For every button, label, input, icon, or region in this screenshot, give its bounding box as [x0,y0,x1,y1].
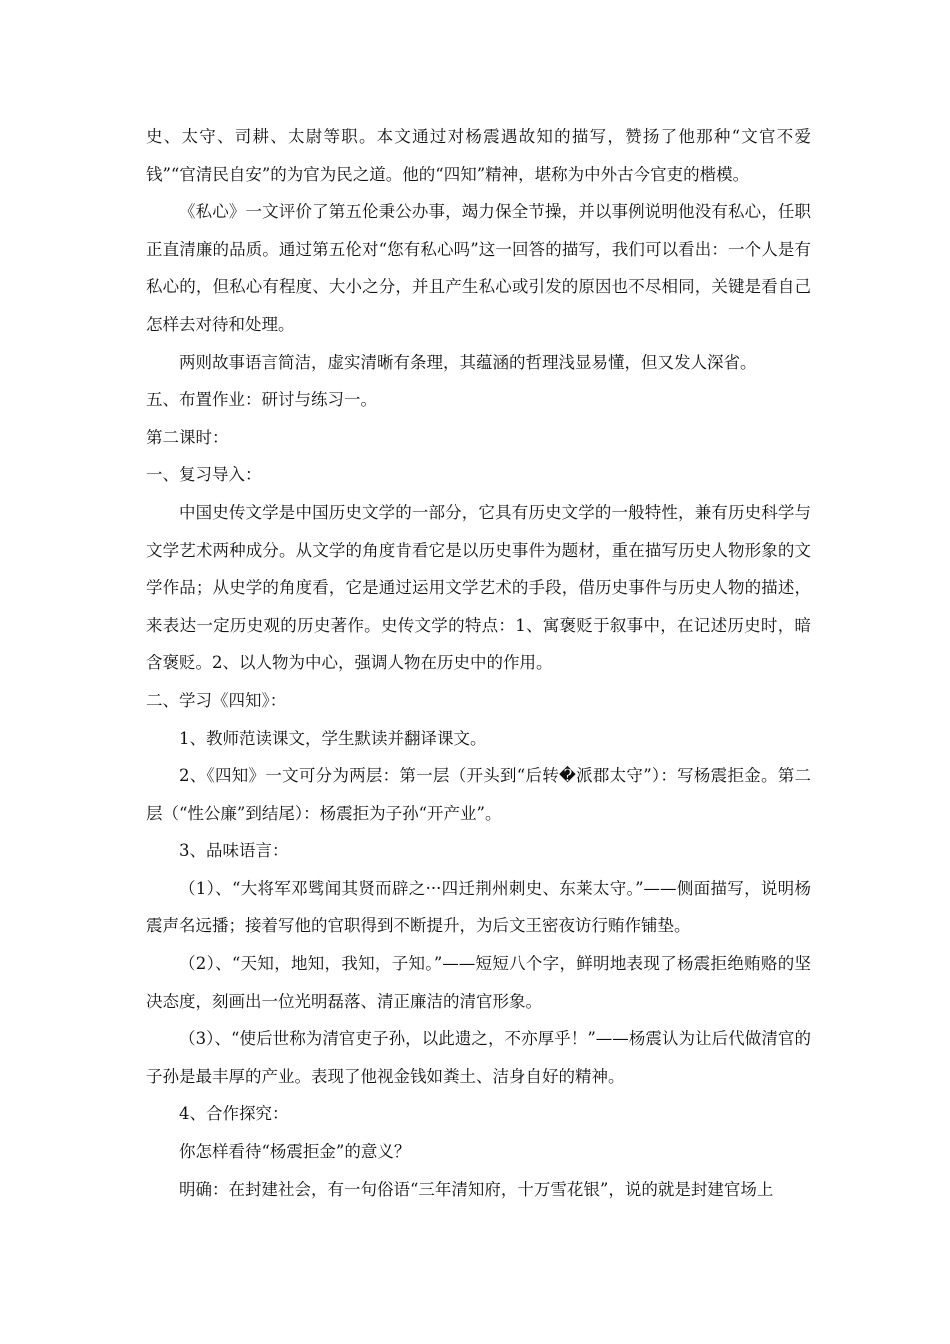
sub-list-item: （1）、“大将军邓骘闻其贤而辟之···四迁荆州刺史、东莱太守。”——侧面描写，说明杨震声名远播；接着写他的官职得到不断提升，为后文王密夜访行贿作铺垫。 [146,878,811,936]
section-heading: 五、布置作业：研讨与练习一。 [146,390,377,410]
question: 你怎样看待“杨震拒金”的意义？ [179,1142,411,1162]
paragraph: 中国史传文学是中国历史文学的一部分，它具有历史文学的一般特性，兼有历史科学与文学艺术两种成分。从文学的角度肯看它是以历史事件为题材，重在描写历史人物形象的文学作品；从史学的角度看，它是通过运用文学艺术的手段，借历史事件与历史人物的描述，来表达一定历史观的历史著作。史传文学的特点：1、寓褒贬于叙事中，在记述历史时，暗含褒贬。2、以人物为中心，强调人物在历史中的作用。 [146,502,811,673]
answer: 明确：在封建社会，有一句俗语“三年清知府，十万雪花银”，说的就是封建官场上 [179,1179,774,1199]
section-heading: 一、复习导入： [146,465,262,485]
document-body [146,118,811,1208]
list-item: 4、合作探究： [179,1104,289,1124]
section-heading: 二、学习《四知》： [146,690,287,710]
sub-list-item: （3）、“使后世称为清官吏子孙，以此遗之，不亦厚乎！”——杨震认为让后代做清官的子孙是最丰厚的产业。表现了他视金钱如粪土、洁身自好的精神。 [146,1029,811,1086]
paragraph: 《私心》一文评价了第五伦秉公办事，竭力保全节操，并以事例说明他没有私心，任职正直清廉的品质。通过第五伦对“您有私心吗”这一回答的描写，我们可以看出：一个人是有私心的，但私心有程度、大小之分，并且产生私心或引发的原因也不尽相同，关键是看自己怎样去对待和处理。 [146,202,811,334]
list-item: 2、《四知》一文可分为两层：第一层（开头到“后转�派郡太守”）：写杨震拒金。第二层（“性公廉”到结尾）：杨震拒为子孙“开产业”。 [146,766,811,823]
section-heading: 第二课时： [146,427,229,447]
list-item: 1、教师范读课文，学生默读并翻译课文。 [179,728,487,748]
list-item: 3、品味语言： [179,841,289,861]
paragraph: 史、太守、司耕、太尉等职。本文通过对杨震遇故知的描写，赞扬了他那种“文官不爱钱”“官清民自安”的为官为民之道。他的“四知”精神，堪称为中外古今官吏的楷模。 [146,127,811,184]
sub-list-item: （2）、“天知，地知，我知，子知。”——短短八个字，鲜明地表现了杨震拒绝贿赂的坚决态度，刻画出一位光明磊落、清正廉洁的清官形象。 [146,954,811,1011]
paragraph: 两则故事语言简洁，虚实清晰有条理，其蕴涵的哲理浅显易懂，但又发人深省。 [179,352,757,372]
